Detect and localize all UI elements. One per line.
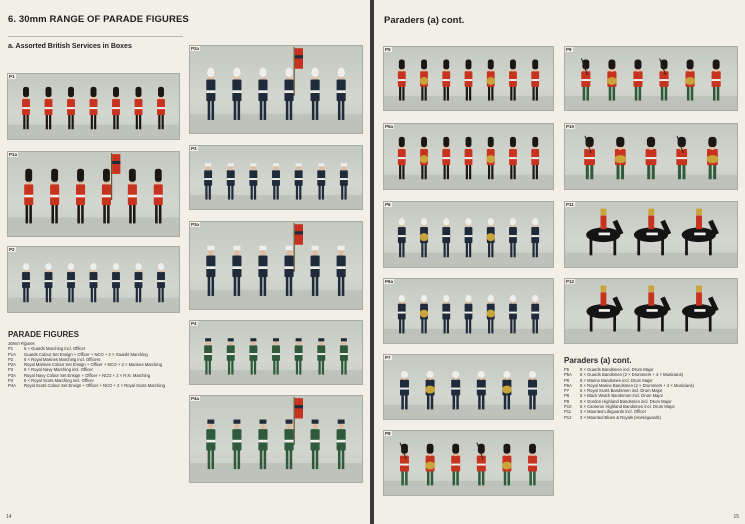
legend-desc: 5 × Black Watch Bandsmen incl. Drum Major (580, 393, 664, 399)
soldier-figure (581, 58, 590, 100)
soldier-figure (685, 60, 695, 101)
plate-label-p2a: P2a (191, 46, 200, 51)
legend-code: P5 (564, 367, 570, 372)
photo-p5 (383, 46, 554, 111)
soldier-figure (451, 444, 460, 486)
legend-desc: Royal Navy Colour Set Ensign + Officer + NCO + 2 × R.N. Marching (24, 372, 151, 378)
legend-heading: PARADE FIGURES (8, 330, 79, 339)
legend-desc: 6 × Marine Bandsmen incl. Drum Major (580, 377, 653, 383)
soldier-figure (531, 137, 539, 179)
soldier-figure (227, 338, 235, 374)
soldier-figure (398, 218, 406, 257)
soldier-figure (486, 60, 495, 101)
mounted-figure (682, 209, 719, 256)
ground (190, 114, 362, 133)
plate-label-p11: P11 (566, 202, 574, 207)
plate-label-p3a: P3a (191, 222, 200, 227)
figure-group (8, 247, 179, 312)
photo-p6a (383, 278, 554, 344)
soldier-figure (311, 420, 320, 470)
soldier-figure (249, 338, 257, 374)
soldier-figure (45, 263, 53, 302)
legend-code: P5A (564, 372, 572, 378)
soldier-figure (22, 263, 30, 302)
soldier-figure (232, 68, 241, 120)
ground (190, 195, 362, 209)
soldier-figure (272, 338, 280, 374)
soldier-figure (337, 68, 346, 120)
soldier-figure (112, 263, 120, 302)
soldier-figure (531, 60, 539, 101)
photo-p2 (7, 246, 180, 313)
soldier-figure (614, 137, 626, 179)
ground (8, 125, 179, 139)
plate-label-p2: P2 (9, 247, 15, 252)
legend-heading: Paraders (a) cont. (564, 356, 632, 365)
photo-p4a (189, 395, 363, 483)
soldier-figure (420, 60, 429, 101)
soldier-figure (477, 371, 486, 409)
soldier-figure (311, 246, 320, 296)
legend-desc: 5 × Gordon Highland Bandsmen incl. Drum Major (580, 398, 672, 404)
ground (8, 218, 179, 236)
legend-code: P7 (564, 388, 570, 394)
soldier-figure (337, 420, 346, 470)
legend-desc: 6 × Royal Marine Bandsmen (2 × Drummers + 4 × Musicians) (580, 382, 695, 388)
soldier-figure (509, 218, 517, 257)
legend-code: P8 (564, 393, 570, 399)
page-title: 6. 30mm RANGE OF PARADE FIGURES (8, 14, 189, 25)
plate-label-p6: P6 (385, 202, 391, 207)
soldier-figure (24, 169, 33, 224)
soldier-figure (232, 246, 241, 296)
soldier-figure (465, 137, 473, 179)
ground (384, 329, 553, 343)
mounted-figure (634, 286, 671, 332)
plate-label-p5a: P5a (385, 124, 394, 129)
soldier-figure (154, 169, 163, 224)
soldier-figure (509, 295, 517, 333)
legend-code: P1 (8, 346, 14, 352)
figure-group (8, 152, 179, 236)
figure-group (565, 202, 737, 267)
photo-p10 (564, 123, 738, 190)
figure-group (565, 124, 737, 189)
figure-group (384, 202, 553, 267)
soldier-figure (204, 163, 212, 199)
soldier-figure (398, 295, 406, 333)
figure-group (384, 431, 553, 495)
photo-p8 (383, 430, 554, 496)
legend-code: P9 (564, 398, 570, 404)
soldier-figure (206, 246, 215, 296)
photo-p1 (7, 73, 180, 140)
ground (190, 370, 362, 384)
figure-group (384, 279, 553, 343)
soldier-figure (486, 295, 495, 333)
legend-desc: 6 × Guards Marching incl. Officer (24, 346, 86, 352)
legend-code: P3 (8, 367, 14, 373)
ground (384, 175, 553, 189)
mounted-figure (682, 286, 719, 332)
soldier-figure (50, 169, 59, 224)
ground (384, 481, 553, 495)
figure-group (565, 279, 737, 343)
soldier-figure (284, 397, 303, 469)
plate-label-p1a: P1a (9, 152, 18, 157)
soldier-figure (232, 420, 241, 470)
legend-code: P12 (564, 414, 572, 420)
soldier-figure (425, 444, 435, 486)
mounted-figure (634, 209, 671, 256)
ground (190, 463, 362, 482)
legend-code: P6 (564, 377, 570, 383)
photo-p4 (189, 320, 363, 385)
right-page (374, 0, 745, 524)
soldier-figure (502, 444, 512, 486)
soldier-figure (284, 47, 303, 120)
soldier-figure (633, 60, 642, 101)
plate-label-p7: P7 (385, 355, 391, 360)
ground (8, 298, 179, 312)
soldier-figure (476, 442, 485, 485)
soldier-figure (502, 371, 512, 409)
soldier-figure (442, 60, 450, 101)
soldier-figure (442, 295, 450, 333)
mounted-figure (586, 286, 623, 332)
soldier-figure (400, 371, 409, 409)
soldier-figure (340, 338, 348, 374)
legend-desc: 5 × Royal Scots Bandsmen incl. Drum Major (580, 388, 663, 394)
soldier-figure (707, 137, 719, 179)
figure-group (190, 321, 362, 384)
plate-label-p5: P5 (385, 47, 391, 52)
plate-label-p4a: P4a (191, 396, 200, 401)
page-number: 14 (6, 514, 12, 520)
soldier-figure (712, 60, 721, 101)
photo-p6 (383, 201, 554, 268)
photo-p12 (564, 278, 738, 344)
legend-desc: Royal Scots Colour Set Ensign + Officer + NCO + 2 × Royal Scots Marching (24, 383, 165, 389)
soldier-figure (90, 263, 98, 302)
soldier-figure (584, 136, 595, 180)
legend-desc: 6 × Guards Bandsmen incl. Drum Major (580, 367, 654, 372)
figure-group (190, 396, 362, 482)
soldier-figure (227, 163, 235, 199)
soldier-figure (531, 218, 539, 257)
soldier-figure (531, 295, 539, 333)
soldier-figure (465, 295, 473, 333)
parade-figures-legend (8, 330, 180, 389)
soldier-figure (112, 87, 120, 129)
soldier-figure (528, 444, 537, 486)
legend-row (8, 383, 180, 388)
paraders-legend (564, 356, 738, 420)
legend-desc: 3 × Mounted Lifeguards incl. Officer (580, 409, 647, 415)
plate-label-p6a: P6a (385, 279, 394, 284)
soldier-figure (486, 218, 495, 257)
ground (384, 96, 553, 110)
photo-p5a (383, 123, 554, 190)
soldier-figure (340, 163, 348, 199)
legend-code: P2A (8, 362, 16, 368)
page-number: 15 (733, 514, 739, 520)
soldier-figure (67, 263, 75, 302)
plate-label-p1: P1 (9, 74, 15, 79)
photo-p3 (189, 145, 363, 210)
legend-desc: 6 × Guards Bandsmen (2 × Drummers + 4 × Musicians) (580, 372, 684, 378)
legend-code: P4 (8, 378, 14, 384)
soldier-figure (128, 169, 137, 224)
legend-desc: 6 × Royal Marines Marching incl. Officers (24, 356, 101, 362)
soldier-figure (249, 163, 257, 199)
legend-code: P1A (8, 351, 16, 357)
soldier-figure (317, 338, 325, 374)
legend-desc: 5 × Cameron Highland Bandsmen incl. Drum Major (580, 404, 675, 410)
soldier-figure (258, 68, 267, 120)
soldier-figure (90, 87, 98, 129)
photo-p1a (7, 151, 180, 237)
soldier-figure (607, 60, 617, 101)
soldier-figure (442, 137, 450, 179)
photo-p11 (564, 201, 738, 268)
plate-label-p3: P3 (191, 146, 197, 151)
soldier-figure (659, 58, 668, 100)
soldier-figure (646, 137, 657, 179)
legend-subheading: 30mm Figures (8, 341, 35, 346)
soldier-figure (206, 420, 215, 470)
plate-label-p9: P9 (566, 47, 572, 52)
soldier-figure (337, 246, 346, 296)
soldier-figure (420, 137, 429, 179)
figure-group (190, 46, 362, 133)
soldier-figure (442, 218, 450, 257)
soldier-figure (398, 137, 406, 179)
figure-group (190, 146, 362, 209)
plate-label-p4: P4 (191, 321, 197, 326)
soldier-figure (509, 137, 517, 179)
soldier-figure (76, 169, 85, 224)
soldier-figure (258, 420, 267, 470)
figure-group (384, 124, 553, 189)
soldier-figure (157, 263, 165, 302)
soldier-figure (206, 68, 215, 120)
figure-group (190, 222, 362, 309)
figure-group (565, 47, 737, 110)
soldier-figure (295, 338, 303, 374)
soldier-figure (204, 338, 212, 374)
plate-label-p10: P10 (566, 124, 575, 129)
soldier-figure (465, 60, 473, 101)
plate-label-p8: P8 (385, 431, 391, 436)
soldier-figure (258, 246, 267, 296)
legend-code: P10 (564, 404, 572, 410)
legend-desc: 3 × Mounted Blues & Royals (Horseguards) (580, 414, 661, 420)
soldier-figure (451, 371, 460, 409)
soldier-figure (157, 87, 165, 129)
left-page (0, 0, 370, 524)
soldier-figure (425, 371, 435, 409)
legend-code: P2 (8, 356, 14, 362)
soldier-figure (272, 163, 280, 199)
soldier-figure (45, 87, 53, 129)
soldier-figure (67, 87, 75, 129)
ground (384, 253, 553, 267)
legend-desc: Guards Colour Set Ensign + Officer + NCO + 2 × Guards Marching (24, 351, 148, 357)
figure-group (8, 74, 179, 139)
plate-label-p12: P12 (566, 279, 575, 284)
legend-code: P4A (8, 383, 16, 389)
ground (565, 96, 737, 110)
soldier-figure (295, 163, 303, 199)
soldier-figure (284, 223, 303, 296)
legend-code: P3A (8, 372, 16, 378)
soldier-figure (311, 68, 320, 120)
soldier-figure (676, 136, 687, 180)
soldier-figure (486, 137, 495, 179)
soldier-figure (528, 371, 537, 409)
soldier-figure (135, 87, 143, 129)
soldier-figure (398, 60, 406, 101)
legend-desc: Royal Marines Colour Set Ensign + Officer + NCO + 2 × Marines Marching (24, 362, 162, 368)
figure-group (384, 47, 553, 110)
photo-p9 (564, 46, 738, 111)
page-title: Paraders (a) cont. (384, 15, 465, 26)
soldier-figure (135, 263, 143, 302)
mounted-figure (586, 209, 623, 256)
legend-code: P6A (564, 382, 572, 388)
soldier-figure (317, 163, 325, 199)
ground (190, 290, 362, 309)
title-divider (8, 36, 183, 37)
soldier-figure (102, 153, 120, 223)
soldier-figure (400, 442, 409, 485)
legend-code: P11 (564, 409, 572, 415)
photo-p7 (383, 354, 554, 420)
soldier-figure (420, 295, 429, 333)
soldier-figure (420, 218, 429, 257)
legend-row (564, 415, 738, 420)
soldier-figure (465, 218, 473, 257)
legend-desc: 6 × Royal Navy Marching incl. Officer (24, 367, 93, 373)
photo-p3a (189, 221, 363, 310)
ground (384, 405, 553, 419)
soldier-figure (509, 60, 517, 101)
legend-desc: 6 × Royal Scots Marching incl. Officer (24, 378, 94, 384)
soldier-figure (22, 87, 30, 129)
figure-group (384, 355, 553, 419)
photo-p2a (189, 45, 363, 134)
section-subtitle: a. Assorted British Services in Boxes (8, 43, 132, 50)
